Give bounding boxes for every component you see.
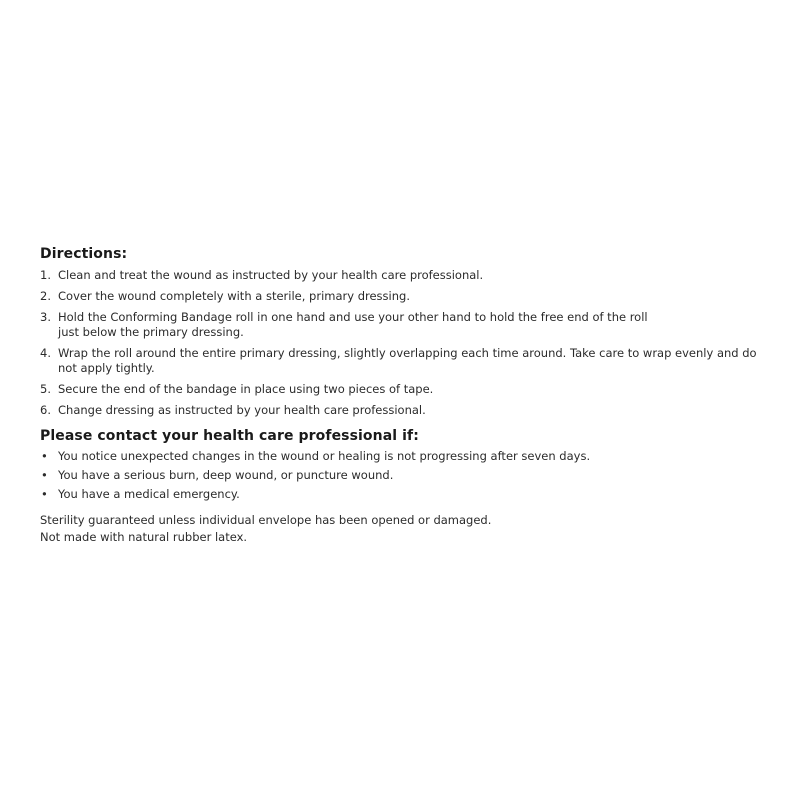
contact-conditions-list — [40, 449, 770, 502]
step-number: 5. — [40, 382, 51, 396]
step-number: 4. — [40, 346, 51, 360]
step-text: Secure the end of the bandage in place using two pieces of tape. — [58, 382, 434, 396]
condition-text: You notice unexpected changes in the wound or healing is not progressing after seven days. — [58, 449, 591, 463]
condition-text: You have a medical emergency. — [58, 487, 240, 501]
condition-item — [40, 449, 770, 464]
step-text: Hold the Conforming Bandage roll in one hand and use your other hand to hold the free end of the roll just below the primary dressing. — [58, 310, 648, 339]
condition-text: You have a serious burn, deep wound, or puncture wound. — [58, 468, 394, 482]
step-number: 2. — [40, 289, 51, 303]
sterility-note: Sterility guaranteed unless individual envelope has been opened or damaged. — [40, 513, 492, 527]
direction-step — [40, 382, 770, 397]
directions-list — [40, 268, 770, 418]
step-text: Clean and treat the wound as instructed by your health care professional. — [58, 268, 484, 282]
step-number: 1. — [40, 268, 51, 282]
direction-step — [40, 403, 770, 418]
product-notes — [40, 512, 770, 546]
step-number: 6. — [40, 403, 51, 417]
latex-note: Not made with natural rubber latex. — [40, 530, 248, 544]
condition-item — [40, 487, 770, 502]
direction-step — [40, 268, 770, 283]
step-text: Change dressing as instructed by your health care professional. — [58, 403, 426, 417]
step-text: Wrap the roll around the entire primary dressing, slightly overlapping each time around. Take care to wrap evenly and do not apply tightly. — [58, 346, 757, 375]
bullet-icon: • — [41, 468, 48, 482]
direction-step — [40, 289, 770, 304]
contact-heading: Please contact your health care professional if: — [40, 428, 419, 444]
direction-step — [40, 346, 770, 376]
bullet-icon: • — [41, 487, 48, 501]
directions-heading: Directions: — [40, 246, 128, 262]
direction-step — [40, 310, 770, 340]
product-instructions — [40, 246, 770, 546]
step-number: 3. — [40, 310, 51, 324]
bullet-icon: • — [41, 449, 48, 463]
step-text: Cover the wound completely with a sterile, primary dressing. — [58, 289, 410, 303]
condition-item — [40, 468, 770, 483]
